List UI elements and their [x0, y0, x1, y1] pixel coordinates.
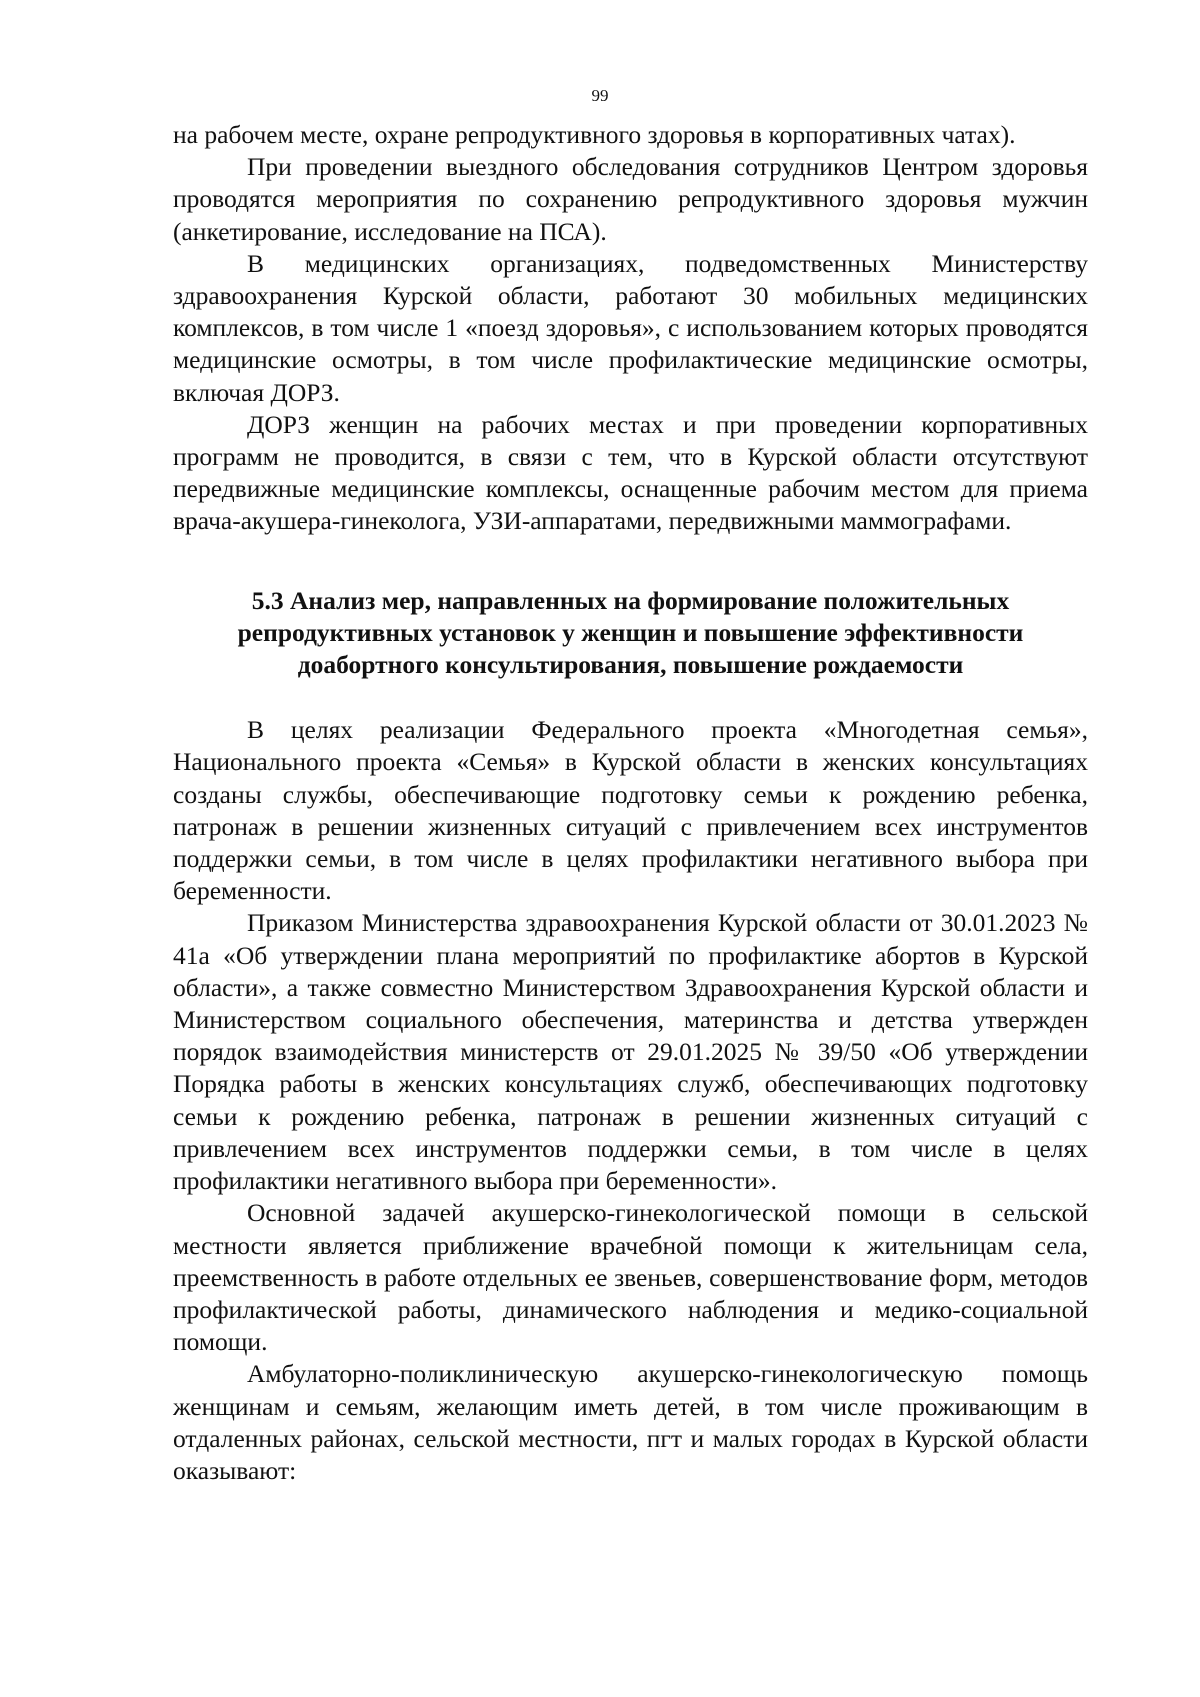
document-body — [173, 119, 1088, 1487]
section-heading — [173, 585, 1088, 682]
section-heading-line: 5.3 Анализ мер, направленных на формирование положительных — [251, 585, 1010, 615]
paragraph-dorz-women: ДОРЗ женщин на рабочих местах и при проведении корпоративных программ не проводится, в связи с тем, что в Курской области отсутствуют передвижные медицинские комплексы, оснащенные рабочим местом для приема врача-акушера-гинеколога, УЗИ-аппаратами, передвижными маммографами. — [173, 409, 1088, 536]
paragraph-rural-care: Основной задачей акушерско-гинекологической помощи в сельской местности является приближение врачебной помощи к жительницам села, преемственность в работе отдельных ее звеньев, совершенствование форм, методов профилактической работы, динамического наблюдения и медико-социальной помощи. — [173, 1198, 1088, 1357]
paragraph-continuation: на рабочем месте, охране репродуктивного здоровья в корпоративных чатах). — [173, 120, 1016, 149]
page-number: 99 — [591, 86, 609, 105]
paragraph-mobile-complexes: В медицинских организациях, подведомственных Министерству здравоохранения Курской области, работают 30 мобильных медицинских комплексов, в том числе 1 «поезд здоровья», с использованием которых проводятся медицинские осмотры, в том числе профилактические медицинские осмотры, включая ДОРЗ. — [173, 248, 1088, 407]
paragraph-health-center: При проведении выездного обследования сотрудников Центром здоровья проводятся мероприятия по сохранению репродуктивного здоровья мужчин (анкетирование, исследование на ПСА). — [173, 152, 1088, 246]
section-heading-line: доабортного консультирования, повышение рождаемости — [297, 650, 964, 680]
paragraph-outpatient-care: Амбулаторно-поликлиническую акушерско-гинекологическую помощь женщинам и семьям, желающим иметь детей, в том числе проживающим в отдаленных районах, сельской местности, пгт и малых городах в Курской области оказывают: — [173, 1359, 1088, 1485]
paragraph-federal-project: В целях реализации Федерального проекта «Многодетная семья», Национального проекта «Семья» в Курской области в женских консультациях созданы службы, обеспечивающие подготовку семьи к рождению ребенка, патронаж в решении жизненных ситуаций с привлечением всех инструментов поддержки семьи, в том числе в целях профилактики негативного выбора при беременности. — [173, 715, 1088, 906]
paragraph-ministry-order: Приказом Министерства здравоохранения Курской области от 30.01.2023 № 41а «Об утверждении плана мероприятий по профилактике абортов в Курской области», а также совместно Министерством Здравоохранения Курской области и Министерством социального обеспечения, материнства и детства утвержден порядок взаимодействия министерств от 29.01.2025 № 39/50 «Об утверждении Порядка работы в женских консультациях служб, обеспечивающих подготовку семьи к рождению ребенка, патронаж в решении жизненных ситуаций с привлечением всех инструментов поддержки семьи, в том числе в целях профилактики негативного выбора при беременности». — [173, 908, 1088, 1196]
section-heading-line: репродуктивных установок у женщин и повышение эффективности — [237, 617, 1024, 647]
